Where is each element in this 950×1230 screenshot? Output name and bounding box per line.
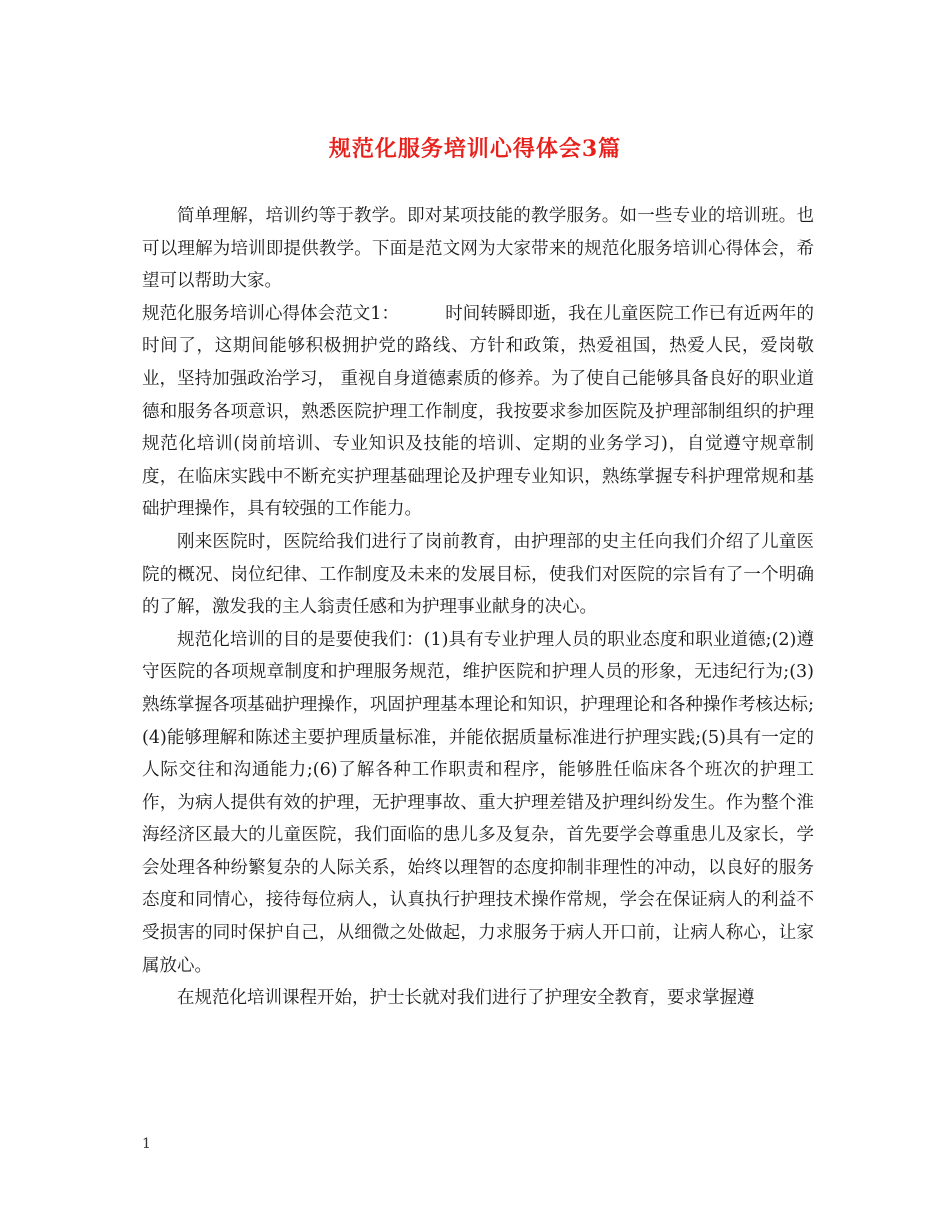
section-text: 时间转瞬即逝，我在儿童医院工作已有近两年的时间了，这期间能够积极拥护党的路线、方针和政策，热爱祖国，热爱人民，爱岗敬业，坚持加强政治学习， 重视自身道德素质的修养。为了使自己能够具备良好的职业道德和服务各项意识，熟悉医院护理工作制度，我按要求参加医院及护理部制组织的护理规范化培训(岗前培训、专业知识及技能的培训、定期的业务学习)，自觉遵守规章制度，在临床实践中不断充实护理基础理论及护理专业知识，熟练掌握专科护理常规和基础护理操作，具有较强的工作能力。 <box>142 303 814 520</box>
document-body <box>142 200 814 1015</box>
section-paragraph <box>142 298 814 526</box>
paragraph-orientation: 刚来医院时，医院给我们进行了岗前教育，由护理部的史主任向我们介绍了儿童医院的概况、岗位纪律、工作制度及未来的发展目标，使我们对医院的宗旨有了一个明确的了解，激发我的主人翁责任感和为护理事业献身的决心。 <box>142 531 814 618</box>
paragraph-training-goals: 规范化培训的目的是要使我们：(1)具有专业护理人员的职业态度和职业道德;(2)遵守医院的各项规章制度和护理服务规范，维护医院和护理人员的形象，无违纪行为;(3)熟练掌握各项基础护理操作，巩固护理基本理论和知识，护理理论和各种操作考核达标;(4)能够理解和陈述主要护理质量标准，并能依据质量标准进行护理实践;(5)具有一定的人际交往和沟通能力;(6)了解各种工作职责和程序，能够胜任临床各个班次的护理工作，为病人提供有效的护理，无护理事故、重大护理差错及护理纠纷发生。作为整个淮海经济区最大的儿童医院，我们面临的患儿多及复杂，首先要学会尊重患儿及家长，学会处理各种纷繁复杂的人际关系，始终以理智的态度抑制非理性的冲动，以良好的服务态度和同情心，接待每位病人，认真执行护理技术操作常规，学会在保证病人的利益不受损害的同时保护自己，从细微之处做起，力求服务于病人开口前，让病人称心，让家属放心。 <box>142 629 814 976</box>
page-number: 1 <box>142 1136 151 1152</box>
document-title: 规范化服务培训心得体会3篇 <box>328 136 622 162</box>
intro-paragraph: 简单理解，培训约等于教学。即对某项技能的教学服务。如一些专业的培训班。也可以理解为培训即提供教学。下面是范文网为大家带来的规范化服务培训心得体会，希望可以帮助大家。 <box>142 206 814 292</box>
paragraph-safety-education: 在规范化培训课程开始，护士长就对我们进行了护理安全教育，要求掌握遵 <box>177 988 755 1009</box>
section-label: 规范化服务培训心得体会范文1： <box>142 303 400 324</box>
